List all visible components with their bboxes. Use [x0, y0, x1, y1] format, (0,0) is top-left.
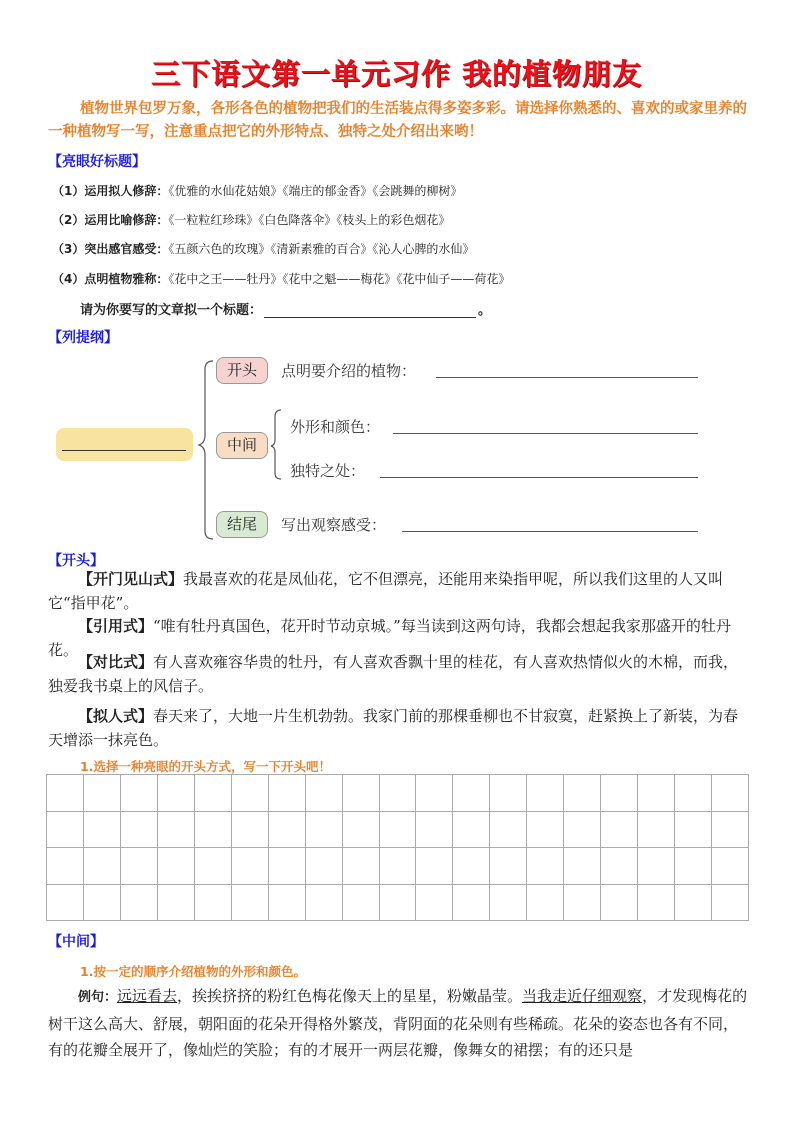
- grid-cell[interactable]: [158, 775, 195, 812]
- example-text: “唯有牡丹真国色，花开时节动京城。”每当读到这两句诗，我都会想起我家那盛开的牡丹花。: [48, 617, 731, 659]
- example-label: 【开门见山式】: [78, 570, 184, 588]
- outline-tag-end: 结尾: [216, 511, 268, 538]
- section-heading-outline: 【列提纲】: [48, 330, 118, 346]
- grid-cell[interactable]: [195, 848, 232, 885]
- outline-start-text: 点明要介绍的植物：: [281, 362, 417, 380]
- grid-cell[interactable]: [306, 848, 343, 885]
- section-heading-opening: 【开头】: [48, 553, 104, 569]
- grid-cell[interactable]: [158, 812, 195, 849]
- grid-cell[interactable]: [601, 812, 638, 849]
- tip-label: （2）运用比喻修辞：: [52, 213, 169, 227]
- grid-cell[interactable]: [121, 812, 158, 849]
- middle-example: [48, 983, 748, 1063]
- grid-cell[interactable]: [84, 885, 121, 922]
- grid-cell[interactable]: [675, 812, 712, 849]
- topic-answer-line: [62, 450, 186, 451]
- grid-cell[interactable]: [601, 848, 638, 885]
- grid-cell[interactable]: [527, 812, 564, 849]
- grid-cell[interactable]: [380, 848, 417, 885]
- section-heading-middle: 【中间】: [48, 934, 104, 950]
- grid-cell[interactable]: [269, 885, 306, 922]
- outline-middle-text1: 外形和颜色：: [290, 418, 381, 436]
- grid-cell[interactable]: [638, 885, 675, 922]
- grid-cell[interactable]: [121, 775, 158, 812]
- grid-cell[interactable]: [638, 775, 675, 812]
- example-text: 春天来了，大地一片生机勃勃。我家门前的那棵垂柳也不甘寂寞，赶紧换上了新装，为春天增添一抹亮色。: [48, 707, 739, 749]
- title-prompt-end: 。: [478, 303, 492, 318]
- grid-cell[interactable]: [343, 775, 380, 812]
- title-tip-item: [52, 211, 450, 228]
- grid-cell[interactable]: [416, 885, 453, 922]
- grid-cell[interactable]: [121, 848, 158, 885]
- example-label: 【对比式】: [78, 653, 154, 671]
- grid-cell[interactable]: [306, 885, 343, 922]
- outline-middle-line1[interactable]: [393, 433, 698, 434]
- underlined-phrase: 远远看去: [117, 987, 178, 1005]
- grid-cell[interactable]: [232, 848, 269, 885]
- tip-label: （3）突出感官感受：: [52, 242, 169, 256]
- grid-cell[interactable]: [712, 812, 749, 849]
- outline-end-text: 写出观察感受：: [281, 516, 387, 534]
- example-label: 【引用式】: [78, 617, 154, 635]
- title-tip-item: [52, 240, 474, 257]
- grid-cell[interactable]: [564, 848, 601, 885]
- outline-topic-box[interactable]: [56, 428, 193, 461]
- underlined-phrase: 当我走近仔细观察: [522, 987, 643, 1005]
- grid-cell[interactable]: [47, 848, 84, 885]
- grid-cell[interactable]: [564, 812, 601, 849]
- grid-cell[interactable]: [416, 848, 453, 885]
- outline-start-line[interactable]: [436, 377, 698, 378]
- grid-cell[interactable]: [453, 885, 490, 922]
- grid-cell[interactable]: [601, 775, 638, 812]
- example-label: 【拟人式】: [78, 707, 154, 725]
- grid-cell[interactable]: [195, 812, 232, 849]
- example-label: 例句：: [78, 990, 118, 1005]
- grid-cell[interactable]: [527, 848, 564, 885]
- grid-cell[interactable]: [453, 812, 490, 849]
- grid-cell[interactable]: [490, 775, 527, 812]
- grid-cell[interactable]: [158, 885, 195, 922]
- grid-cell[interactable]: [675, 775, 712, 812]
- grid-cell[interactable]: [121, 885, 158, 922]
- grid-cell[interactable]: [564, 775, 601, 812]
- outline-tag-middle: 中间: [216, 432, 268, 459]
- grid-cell[interactable]: [306, 775, 343, 812]
- grid-cell[interactable]: [527, 775, 564, 812]
- grid-cell[interactable]: [416, 775, 453, 812]
- grid-cell[interactable]: [306, 812, 343, 849]
- tip-label: （4）点明植物雅称：: [52, 272, 169, 286]
- grid-cell[interactable]: [47, 812, 84, 849]
- opening-example: [48, 568, 748, 615]
- outline-tag-start: 开头: [216, 357, 268, 384]
- tip-examples: 《一粒粒红珍珠》《白色降落伞》《枝头上的彩色烟花》: [168, 213, 451, 227]
- page-title: 三下语文第一单元习作 我的植物朋友: [150, 57, 643, 91]
- grid-cell[interactable]: [675, 848, 712, 885]
- grid-cell[interactable]: [343, 848, 380, 885]
- tip-examples: 《花中之王——牡丹》《花中之魁——梅花》《花中仙子——荷花》: [168, 272, 511, 286]
- title-prompt-label: 请为你要写的文章拟一个标题：: [80, 303, 263, 318]
- section-heading-titles: 【亮眼好标题】: [48, 154, 146, 170]
- opening-example: [48, 651, 748, 698]
- grid-cell[interactable]: [601, 885, 638, 922]
- tip-examples: 《优雅的水仙花姑娘》《端庄的郁金香》《会跳舞的柳树》: [168, 184, 463, 198]
- opening-example: [48, 705, 748, 752]
- grid-cell[interactable]: [638, 812, 675, 849]
- grid-cell[interactable]: [232, 885, 269, 922]
- grid-cell[interactable]: [380, 775, 417, 812]
- grid-cell[interactable]: [269, 812, 306, 849]
- tip-examples: 《五颜六色的玫瑰》《清新素雅的百合》《沁人心脾的水仙》: [168, 242, 475, 256]
- example-text: ，才发现梅花的树干这么高大、舒展，朝阳面的花朵开得格外繁茂，背阴面的花朵则有些稀疏。花朵的姿态也各有不同，有的花瓣全展开了，像灿烂的笑脸；有的才展开一两层花瓣，像舞女的裙摆；有的还只是: [48, 987, 748, 1059]
- outline-middle-text2: 独特之处：: [290, 462, 366, 480]
- grid-cell[interactable]: [564, 885, 601, 922]
- grid-cell[interactable]: [158, 848, 195, 885]
- grid-cell[interactable]: [490, 812, 527, 849]
- intro-text: 植物世界包罗万象，各形各色的植物把我们的生活装点得多姿多彩。请选择你熟悉的、喜欢的或家里养的一种植物写一写，注意重点把它的外形特点、独特之处介绍出来哟！: [48, 101, 747, 140]
- middle-task: 1.按一定的顺序介绍植物的外形和颜色。: [80, 964, 306, 979]
- grid-cell[interactable]: [453, 775, 490, 812]
- grid-cell[interactable]: [712, 775, 749, 812]
- outline-middle-line2[interactable]: [380, 477, 698, 478]
- grid-cell[interactable]: [269, 775, 306, 812]
- grid-cell[interactable]: [343, 812, 380, 849]
- grid-cell[interactable]: [195, 775, 232, 812]
- grid-cell[interactable]: [343, 885, 380, 922]
- grid-cell[interactable]: [195, 885, 232, 922]
- grid-cell[interactable]: [380, 885, 417, 922]
- grid-cell[interactable]: [380, 812, 417, 849]
- grid-cell[interactable]: [675, 885, 712, 922]
- title-tip-item: [52, 270, 510, 287]
- example-text: 我最喜欢的花是凤仙花，它不但漂亮，还能用来染指甲呢，所以我们这里的人又叫它“指甲花”。: [48, 570, 724, 612]
- grid-cell[interactable]: [527, 885, 564, 922]
- grid-cell[interactable]: [638, 848, 675, 885]
- grid-cell[interactable]: [84, 812, 121, 849]
- grid-cell[interactable]: [232, 775, 269, 812]
- opening-task: 1.选择一种亮眼的开头方式，写一下开头吧！: [80, 759, 331, 774]
- grid-cell[interactable]: [712, 848, 749, 885]
- writing-grid[interactable]: [46, 774, 749, 921]
- grid-cell[interactable]: [490, 848, 527, 885]
- example-text: ，挨挨挤挤的粉红色梅花像天上的星星，粉嫩晶莹。: [177, 987, 523, 1005]
- grid-cell[interactable]: [47, 775, 84, 812]
- grid-cell[interactable]: [416, 812, 453, 849]
- grid-cell[interactable]: [269, 848, 306, 885]
- grid-cell[interactable]: [84, 775, 121, 812]
- grid-cell[interactable]: [453, 848, 490, 885]
- grid-cell[interactable]: [47, 885, 84, 922]
- title-tip-item: [52, 182, 462, 199]
- grid-cell[interactable]: [490, 885, 527, 922]
- grid-cell[interactable]: [232, 812, 269, 849]
- outline-end-line[interactable]: [402, 531, 698, 532]
- title-answer-line[interactable]: [264, 304, 476, 318]
- grid-cell[interactable]: [84, 848, 121, 885]
- tip-label: （1）运用拟人修辞：: [52, 184, 169, 198]
- example-text: 有人喜欢雍容华贵的牡丹，有人喜欢香飘十里的桂花，有人喜欢热情似火的木棉，而我，独爱我书桌上的风信子。: [48, 653, 739, 695]
- grid-cell[interactable]: [712, 885, 749, 922]
- title-prompt: [80, 299, 491, 318]
